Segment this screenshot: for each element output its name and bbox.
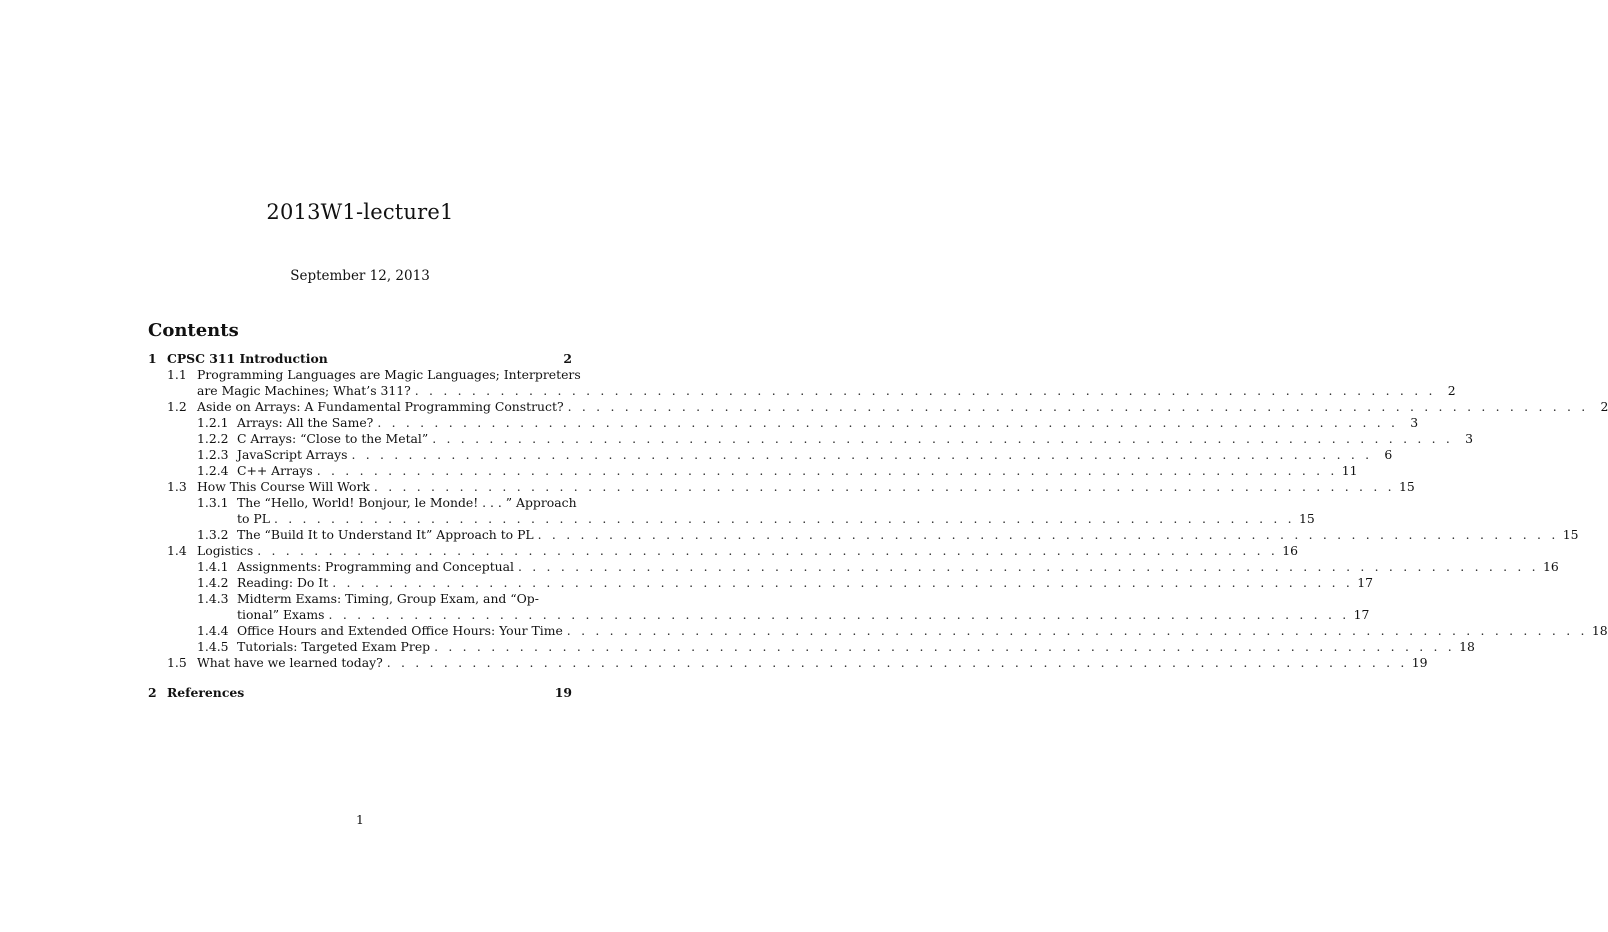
toc-entry[interactable] [148, 655, 1428, 671]
page-number: 1 [356, 812, 364, 827]
toc-leader [434, 639, 1455, 655]
toc-title: Midterm Exams: Timing, Group Exam, and “Op- [237, 591, 539, 606]
toc-title: The “Build It to Understand It” Approach to PL [237, 527, 534, 542]
toc-number: 1.3.1 [197, 495, 229, 510]
contents-heading: Contents [148, 320, 239, 341]
toc-leader [387, 655, 1408, 671]
toc-page: 17 [1357, 575, 1374, 590]
toc-leader [415, 383, 1436, 399]
toc-title: Aside on Arrays: A Fundamental Programming Construct? [197, 399, 564, 414]
toc-page: 6 [1384, 447, 1393, 462]
toc-number: 1.1 [167, 367, 187, 382]
toc-number: 1.4.5 [197, 639, 229, 654]
toc-leader [567, 623, 1588, 639]
toc-page: 11 [1341, 463, 1358, 478]
toc-number: 1.2.3 [197, 447, 229, 462]
toc-entry-continuation[interactable] [148, 607, 1370, 623]
toc-entry[interactable] [148, 399, 1608, 415]
toc-number: 1.2.4 [197, 463, 229, 478]
toc-leader [274, 511, 1295, 527]
toc-page: 2 [563, 351, 572, 366]
toc-leader [257, 543, 1278, 559]
toc-number: 2 [148, 685, 157, 700]
toc-page: 2 [1600, 399, 1608, 414]
toc-entry[interactable] [148, 639, 1475, 655]
toc-title-continued: to PL [237, 511, 270, 526]
toc-entry[interactable] [148, 463, 1358, 479]
toc-entry[interactable] [148, 495, 577, 511]
toc-page: 18 [1591, 623, 1608, 638]
toc-page: 15 [1398, 479, 1415, 494]
toc-entry-continuation[interactable] [148, 511, 1315, 527]
toc-page: 15 [1299, 511, 1315, 526]
toc-leader [332, 575, 1353, 591]
toc-leader [538, 527, 1559, 543]
toc-number: 1.4 [167, 543, 187, 558]
toc-title: How This Course Will Work [197, 479, 370, 494]
toc-title: Programming Languages are Magic Languages; Interpreters [197, 367, 581, 382]
toc-title: Tutorials: Targeted Exam Prep [237, 639, 431, 654]
toc-title: C++ Arrays [237, 463, 313, 478]
toc-title: Office Hours and Extended Office Hours: Your Time [237, 623, 563, 638]
toc-number: 1.2.1 [197, 415, 229, 430]
toc-entry[interactable] [148, 527, 1579, 543]
toc-leader [317, 463, 1338, 479]
toc-entry[interactable] [148, 479, 1415, 495]
toc-page: 3 [1465, 431, 1474, 446]
document-date: September 12, 2013 [290, 268, 430, 284]
toc-leader [351, 447, 1372, 463]
toc-page: 16 [1543, 559, 1559, 574]
toc-number: 1 [148, 351, 157, 366]
toc-title: The “Hello, World! Bonjour, le Monde! . . . ” Approach [237, 495, 577, 510]
toc-title: Reading: Do It [237, 575, 329, 590]
toc-number: 1.3 [167, 479, 187, 494]
toc-leader [329, 607, 1350, 623]
toc-leader [518, 559, 1539, 575]
toc-leader [377, 415, 1398, 431]
toc-entry[interactable] [148, 431, 1474, 447]
toc-title: CPSC 311 Introduction [167, 351, 328, 366]
toc-title: Logistics [197, 543, 254, 558]
toc-page: 15 [1562, 527, 1579, 542]
toc-title: References [167, 685, 245, 700]
document-title: 2013W1-lecture1 [266, 200, 454, 224]
toc-title: C Arrays: “Close to the Metal” [237, 431, 429, 446]
toc-entry[interactable] [148, 415, 1419, 431]
toc-page: 19 [1411, 655, 1428, 670]
toc-entry[interactable] [148, 591, 572, 607]
toc-entry[interactable] [148, 685, 572, 701]
toc-number: 1.4.1 [197, 559, 229, 574]
toc-number: 1.4.4 [197, 623, 229, 638]
toc-entry[interactable] [148, 575, 1374, 591]
toc-number: 1.4.2 [197, 575, 229, 590]
toc-page: 3 [1410, 415, 1419, 430]
toc-title-continued: tional” Exams [237, 607, 325, 622]
toc-page: 19 [554, 685, 572, 700]
toc-page: 18 [1459, 639, 1475, 654]
toc-title-continued: are Magic Machines; What’s 311? [197, 383, 411, 398]
toc-page: 17 [1353, 607, 1370, 622]
toc-number: 1.3.2 [197, 527, 229, 542]
toc-leader [432, 431, 1453, 447]
toc-title: JavaScript Arrays [237, 447, 348, 462]
toc-entry[interactable] [148, 559, 1559, 575]
toc-entry[interactable] [148, 447, 1393, 463]
table-of-contents [148, 351, 1608, 701]
toc-number: 1.2.2 [197, 431, 229, 446]
toc-page: 2 [1447, 383, 1456, 398]
toc-title: What have we learned today? [197, 655, 383, 670]
toc-number: 1.4.3 [197, 591, 229, 606]
toc-number: 1.5 [167, 655, 187, 670]
toc-leader [568, 399, 1589, 415]
toc-title: Assignments: Programming and Conceptual [237, 559, 514, 574]
toc-entry[interactable] [148, 367, 581, 383]
toc-entry[interactable] [148, 543, 1299, 559]
toc-title: Arrays: All the Same? [237, 415, 374, 430]
toc-leader [374, 479, 1395, 495]
toc-entry[interactable] [148, 623, 1608, 639]
toc-number: 1.2 [167, 399, 187, 414]
toc-page: 16 [1282, 543, 1299, 558]
toc-entry-continuation[interactable] [148, 383, 1456, 399]
toc-entry[interactable] [148, 351, 572, 367]
